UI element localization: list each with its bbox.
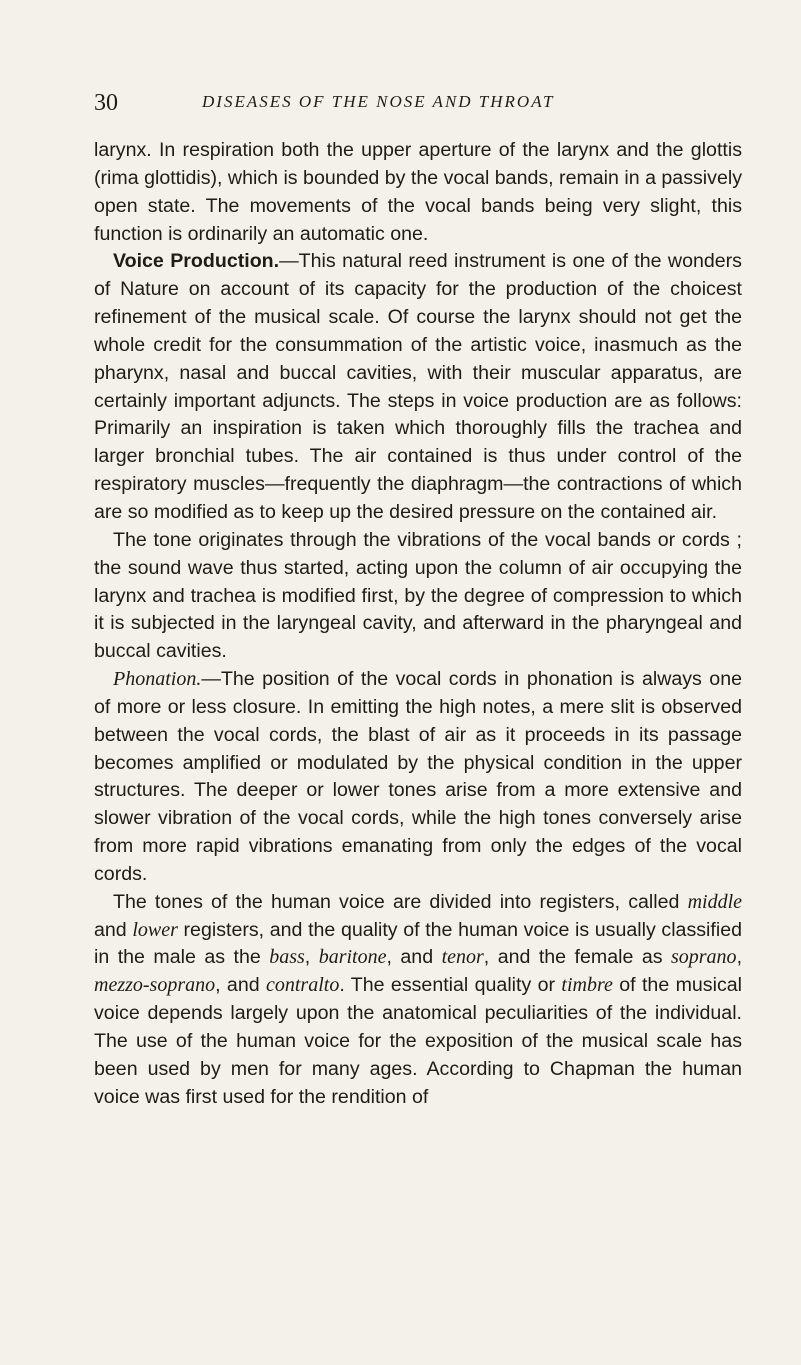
text-run: , xyxy=(736,946,743,969)
paragraph-text: —The position of the vocal cords in phonation is always one of more or less closure. In emitting the high notes, a mere slit is observed between the vocal cords, the blast of air as it proceeds in its passage becomes amplified or modulated by the physical condition in the upper structures. The deeper or lower tones arise from a more extensive and slower vibration of the vocal cords, while the high tones conversely arise from more rapid vibrations emanating from only the edges of the vocal cords. xyxy=(94,668,742,885)
term-mezzo-soprano: mezzo-soprano xyxy=(94,974,216,997)
page-number: 30 xyxy=(94,90,118,116)
section-heading-voice-production: Voice Production. xyxy=(113,250,280,273)
paragraph-phonation xyxy=(94,666,742,889)
text-run: . The essential quality or xyxy=(339,974,562,997)
term-contralto: contralto xyxy=(266,974,340,997)
text-run: of the musical voice depends largely upon the anatomical peculiarities of the individual. The use of the human voice for the exposition of the musical scale has been used by men for many ages. According to Chapman the human voice was first used for the rendition of xyxy=(94,974,742,1108)
paragraph-text: larynx. In respiration both the upper aperture of the larynx and the glottis (rima glottidis), which is bounded by the vocal bands, remain in a passively open state. The movements of the vocal bands being very slight, this function is ordinarily an automatic one. xyxy=(94,139,743,245)
paragraph-text: The tone originates through the vibrations of the vocal bands or cords ; the sound wave thus started, acting upon the column of air occupying the larynx and trachea is modified first, by the degree of compression to which it is subjected in the laryngeal cavity, and afterward in the pharyngeal and buccal cavities. xyxy=(94,528,742,663)
text-run: and xyxy=(94,918,133,941)
term-middle: middle xyxy=(687,890,742,913)
term-soprano: soprano xyxy=(670,946,737,969)
body-text xyxy=(94,137,742,1112)
paragraph-registers xyxy=(94,889,742,1112)
term-baritone: baritone xyxy=(318,946,387,969)
term-bass: bass xyxy=(269,946,305,969)
text-run: , xyxy=(304,946,319,969)
term-lower: lower xyxy=(132,918,178,941)
text-run: registers, and the quality of the human voice is usually classified in the male as the xyxy=(94,918,742,969)
term-timbre: timbre xyxy=(561,974,613,997)
text-run: , and xyxy=(215,974,266,997)
running-title: DISEASES OF THE NOSE AND THROAT xyxy=(202,92,555,111)
term-tenor: tenor xyxy=(441,946,484,969)
text-run: , and the female as xyxy=(483,946,671,969)
paragraph-tone-origin xyxy=(94,527,742,666)
section-heading-phonation: Phonation. xyxy=(113,668,202,691)
paragraph-voice-production xyxy=(94,248,742,526)
text-run: , and xyxy=(386,946,442,969)
paragraph-text: —This natural reed instrument is one of the wonders of Nature on account of its capacity for the production of the choicest refinement of the musical scale. Of course the larynx should not get the whole credit for the consummation of the artistic voice, inasmuch as the pharynx, nasal and buccal cavities, with their muscular apparatus, are certainly important adjuncts. The steps in voice production are as follows: Primarily an inspiration is taken which thoroughly fills the trachea and larger bronchial tubes. The air contained is thus under control of the respiratory muscles—frequently the diaphragm—the contractions of which are so modified as to keep up the desired pressure on the contained air. xyxy=(94,250,742,523)
paragraph-larynx-respiration xyxy=(94,137,742,248)
text-run: The tones of the human voice are divided into registers, called xyxy=(113,890,688,913)
page-header xyxy=(94,90,751,120)
